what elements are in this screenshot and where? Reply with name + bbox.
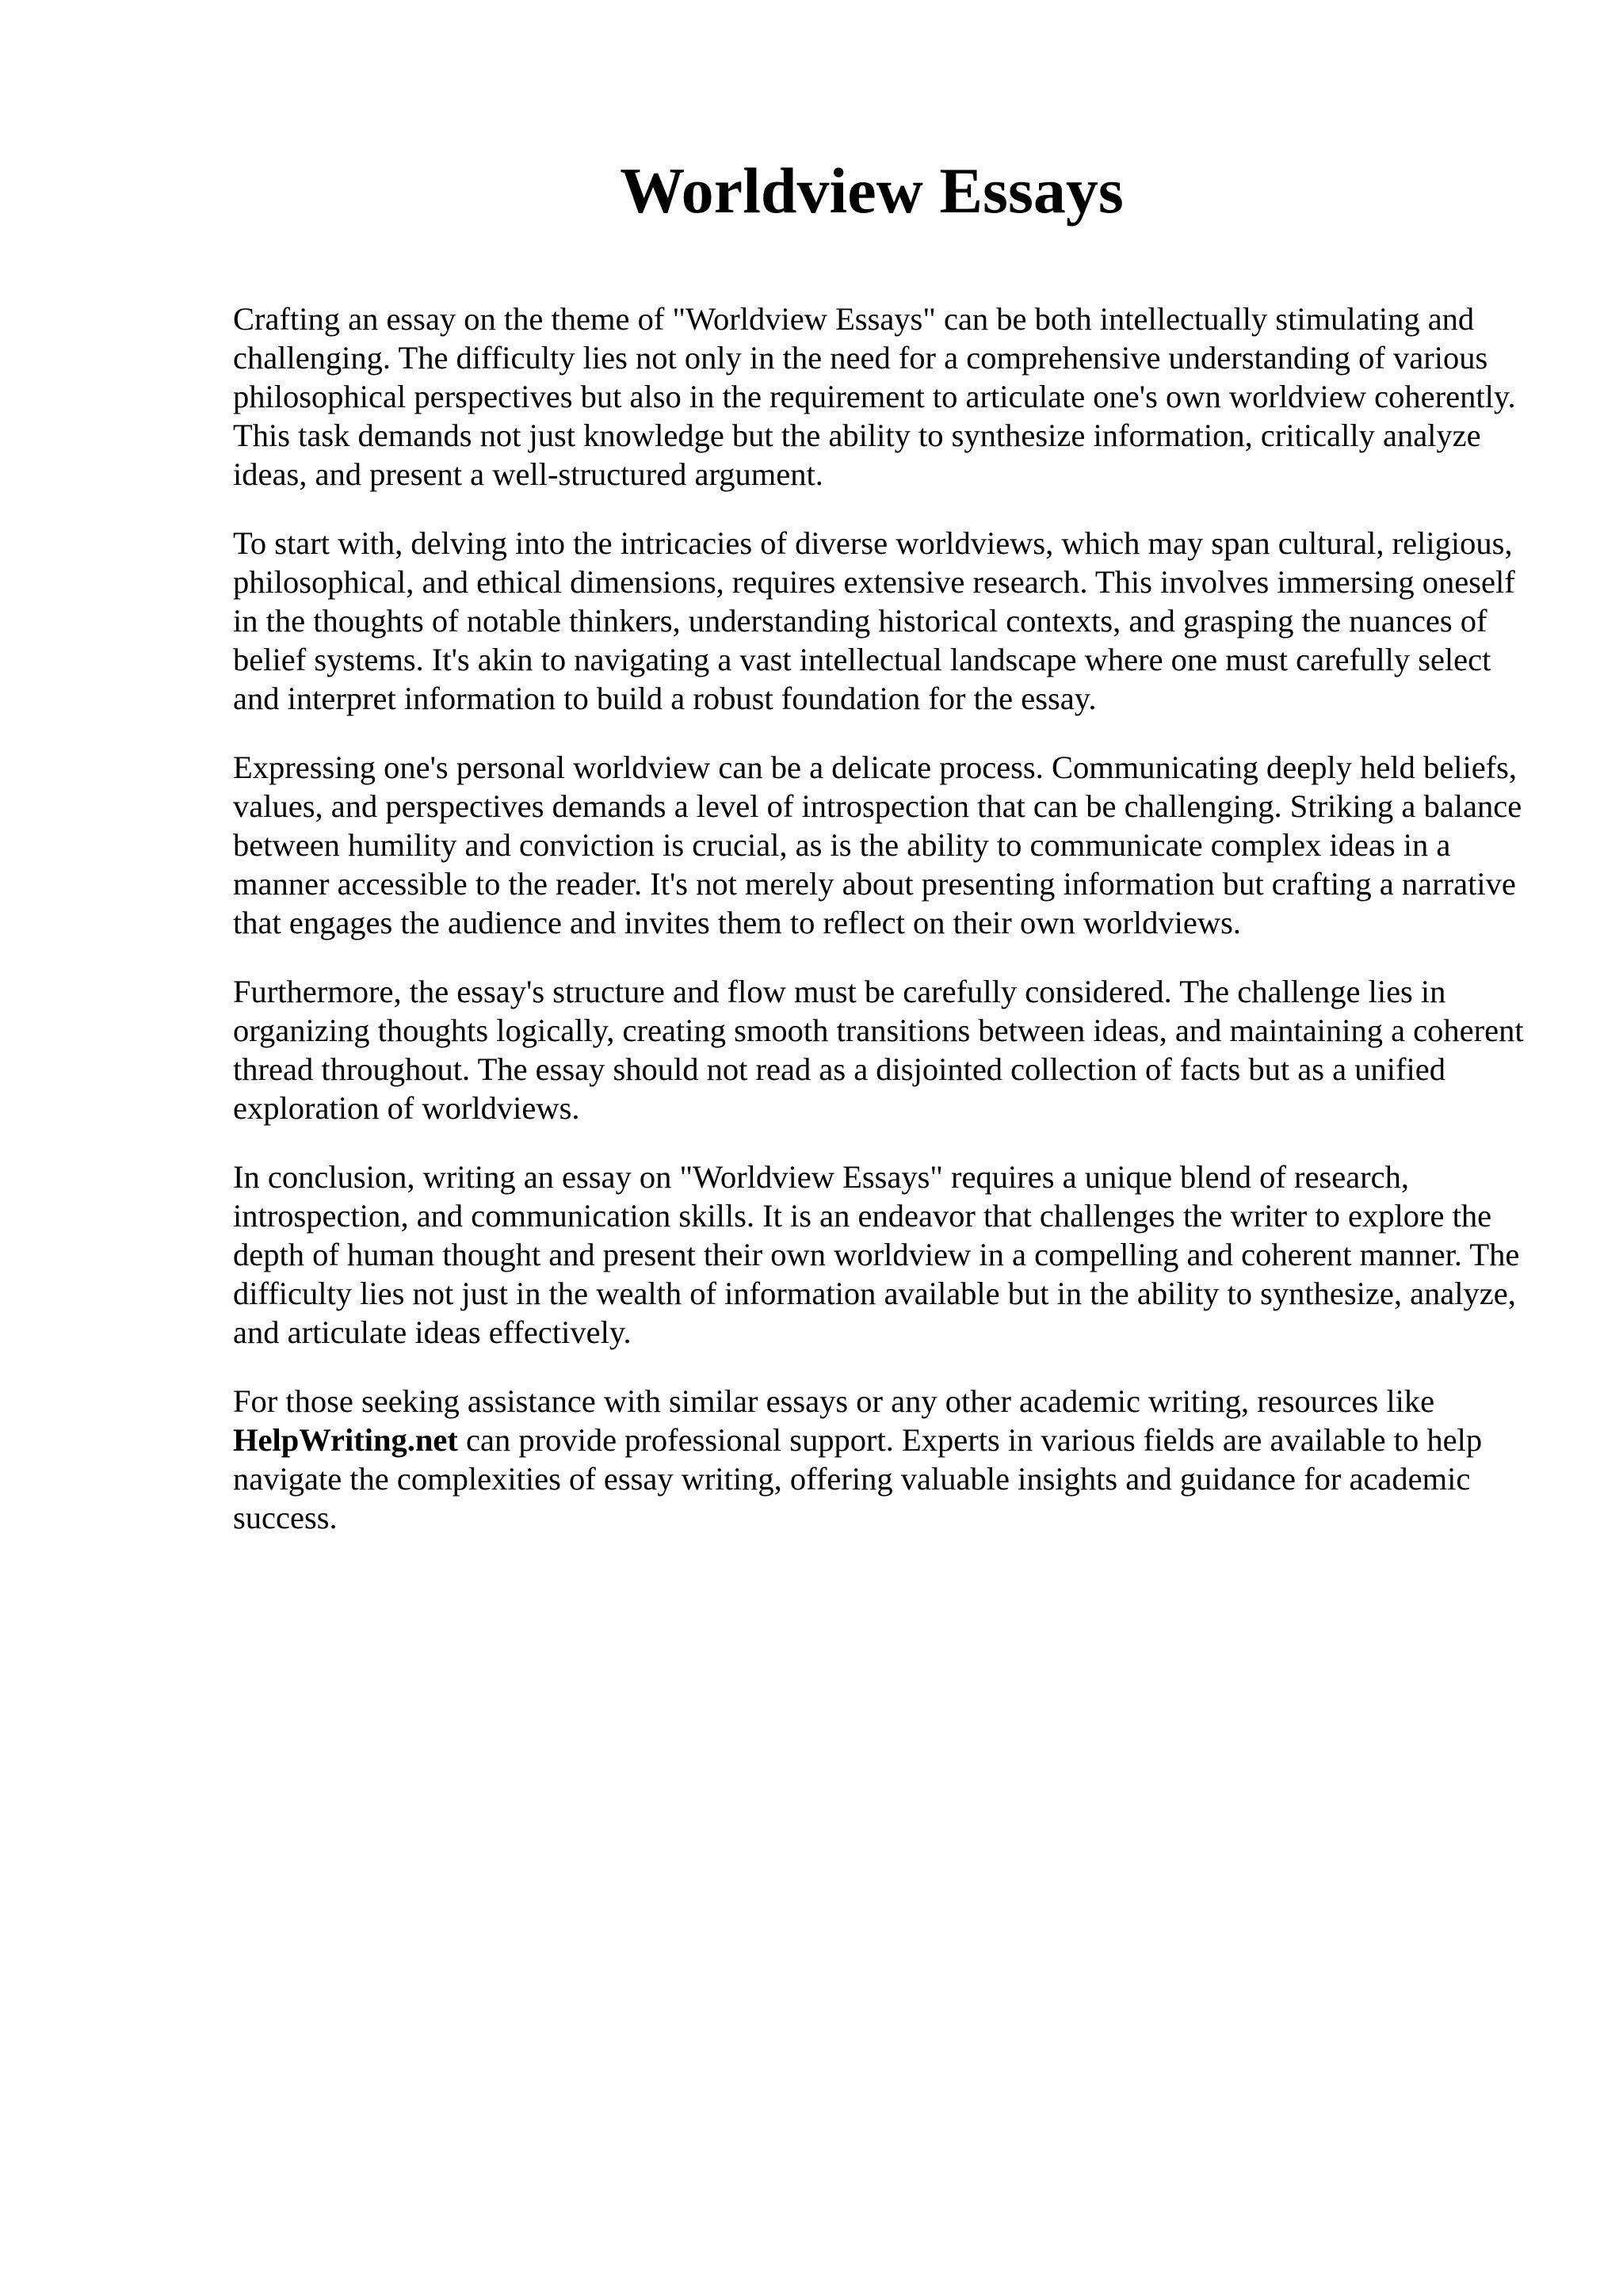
paragraph-3: Expressing one's personal worldview can be a delicate process. Communicating deeply held beliefs, values, and perspectives demands a level of introspection that can be challenging. Striking a balance between humility and conviction is crucial, as is the ability to communicate complex ideas in a manner accessible to the reader. It's not merely about presenting information but crafting a narrative that engages the audience and invites them to reflect on their own worldviews.: [233, 749, 1522, 940]
paragraph-2: To start with, delving into the intricacies of diverse worldviews, which may span cultural, religious, philosophical, and ethical dimensions, requires extensive research. This involves immersing oneself in the thoughts of notable thinkers, understanding historical contexts, and grasping the nuances of belief systems. It's akin to navigating a vast intellectual landscape where one must carefully select and interpret information to build a robust foundation for the essay.: [233, 525, 1515, 716]
paragraph-4: Furthermore, the essay's structure and flow must be carefully considered. The challenge lies in organizing thoughts logically, creating smooth transitions between ideas, and maintaining a coherent thread throughout. The essay should not read as a disjointed collection of facts but as a unified exploration of worldviews.: [233, 974, 1524, 1126]
paragraph-6-outro: can provide professional support. Experts in various fields are available to help navigate the complexities of essay writing, offering valuable insights and guidance for academic success.: [233, 1422, 1483, 1535]
paragraph-5: In conclusion, writing an essay on "Worldview Essays" requires a unique blend of research, introspection, and communication skills. It is an endeavor that challenges the writer to explore the depth of human thought and present their own worldview in a compelling and coherent manner. The difficulty lies not just in the wealth of information available but in the ability to synthesize, analyze, and articulate ideas effectively.: [233, 1159, 1520, 1350]
paragraph-6-intro: For those seeking assistance with similar essays or any other academic writing, resources like: [233, 1383, 1435, 1419]
document-title: Worldview Essays: [620, 154, 1124, 227]
brand-name: HelpWriting.net: [233, 1422, 458, 1458]
paragraph-6: [233, 1382, 1533, 1537]
document-body: [233, 299, 1533, 1567]
paragraph-1: Crafting an essay on the theme of "Worldview Essays" can be both intellectually stimulating and challenging. The difficulty lies not only in the need for a comprehensive understanding of various philosophical perspectives but also in the requirement to articulate one's own worldview coherently. This task demands not just knowledge but the ability to synthesize information, critically analyze ideas, and present a well-structured argument.: [233, 301, 1516, 492]
